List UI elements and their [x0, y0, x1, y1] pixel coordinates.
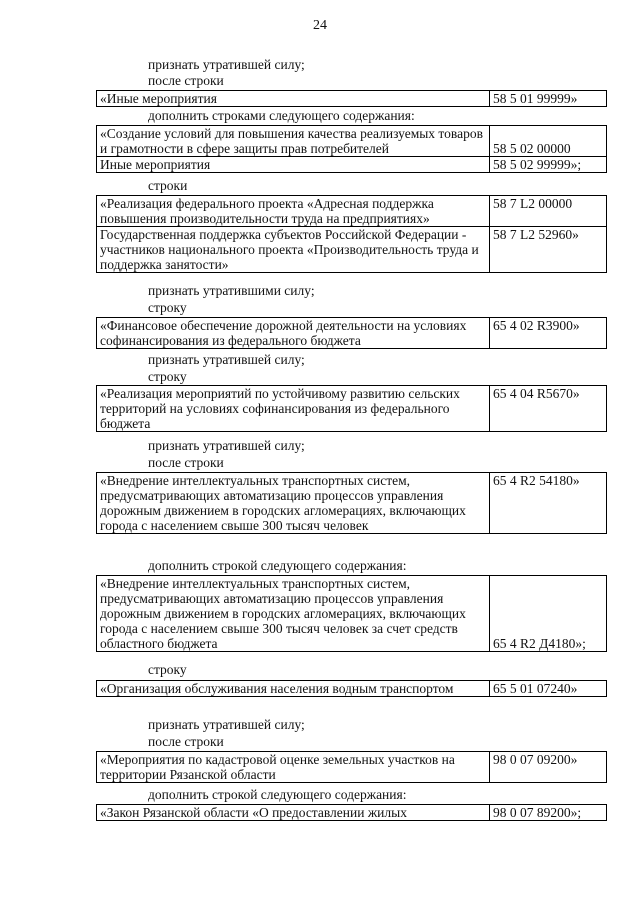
instruction-text: дополнить строкой следующего содержания:: [148, 558, 407, 573]
row-code: 58 7 L2 52960»: [490, 227, 607, 273]
row-code: 58 7 L2 00000: [490, 196, 607, 227]
budget-table: [96, 385, 607, 432]
budget-table: [96, 90, 607, 107]
table-row: [97, 681, 607, 697]
row-name: «Внедрение интеллектуальных транспортных систем, предусматривающих автоматизацию процессов управления дорожным движением в городских агломерациях, включающих города с населением свыше 300 тысяч человек за счет средств областного бюджета: [97, 576, 490, 652]
row-name: «Мероприятия по кадастровой оценке земельных участков на территории Рязанской области: [97, 752, 490, 783]
budget-table: [96, 317, 607, 349]
table-row: [97, 473, 607, 534]
instruction-text: строку: [148, 369, 187, 384]
instruction-text: после строки: [148, 73, 224, 88]
table-row: [97, 91, 607, 107]
row-name: «Внедрение интеллектуальных транспортных систем, предусматривающих автоматизацию процессов управления дорожным движением в городских агломерациях, включающих города с населением свыше 300 тысяч человек: [97, 473, 490, 534]
row-name: «Закон Рязанской области «О предоставлении жилых: [97, 805, 490, 821]
instruction-text: дополнить строками следующего содержания:: [148, 108, 415, 123]
instruction-text: признать утратившей силу;: [148, 717, 305, 732]
table-row: [97, 126, 607, 157]
table-row: [97, 576, 607, 652]
table-row: [97, 227, 607, 273]
row-code: 58 5 02 99999»;: [490, 157, 607, 173]
instruction-text: признать утратившей силу;: [148, 57, 305, 72]
budget-table: [96, 125, 607, 173]
row-name: Государственная поддержка субъектов Российской Федерации - участников национального проекта «Производительность труда и поддержка занятости»: [97, 227, 490, 273]
budget-table: [96, 575, 607, 652]
instruction-text: строку: [148, 300, 187, 315]
instruction-text: признать утратившей силу;: [148, 438, 305, 453]
row-code: 58 5 01 99999»: [490, 91, 607, 107]
instruction-text: после строки: [148, 734, 224, 749]
row-name: «Реализация мероприятий по устойчивому развитию сельских территорий на условиях софинансирования из федерального бюджета: [97, 386, 490, 432]
instruction-text: после строки: [148, 455, 224, 470]
row-code: 65 4 R2 54180»: [490, 473, 607, 534]
row-code: 98 0 07 89200»;: [490, 805, 607, 821]
row-name: «Организация обслуживания населения водным транспортом: [97, 681, 490, 697]
instruction-text: признать утратившей силу;: [148, 352, 305, 367]
row-code: 65 5 01 07240»: [490, 681, 607, 697]
table-row: [97, 196, 607, 227]
row-code: 58 5 02 00000: [490, 126, 607, 157]
table-row: [97, 752, 607, 783]
budget-table: [96, 680, 607, 697]
table-row: [97, 805, 607, 821]
table-row: [97, 157, 607, 173]
table-row: [97, 318, 607, 349]
budget-table: [96, 751, 607, 783]
budget-table: [96, 195, 607, 273]
budget-table: [96, 472, 607, 534]
instruction-text: строки: [148, 178, 188, 193]
row-name: «Реализация федерального проекта «Адресная поддержка повышения производительности труда на предприятиях»: [97, 196, 490, 227]
row-code: 65 4 04 R5670»: [490, 386, 607, 432]
budget-table: [96, 804, 607, 821]
row-code: 65 4 R2 Д4180»;: [490, 576, 607, 652]
row-name: «Создание условий для повышения качества реализуемых товаров и грамотности в сфере защиты прав потребителей: [97, 126, 490, 157]
row-name: Иные мероприятия: [97, 157, 490, 173]
instruction-text: дополнить строкой следующего содержания:: [148, 787, 407, 802]
row-name: «Иные мероприятия: [97, 91, 490, 107]
page-number: 24: [313, 18, 327, 33]
table-row: [97, 386, 607, 432]
instruction-text: признать утратившими силу;: [148, 283, 315, 298]
row-name: «Финансовое обеспечение дорожной деятельности на условиях софинансирования из федерального бюджета: [97, 318, 490, 349]
instruction-text: строку: [148, 662, 187, 677]
row-code: 98 0 07 09200»: [490, 752, 607, 783]
row-code: 65 4 02 R3900»: [490, 318, 607, 349]
